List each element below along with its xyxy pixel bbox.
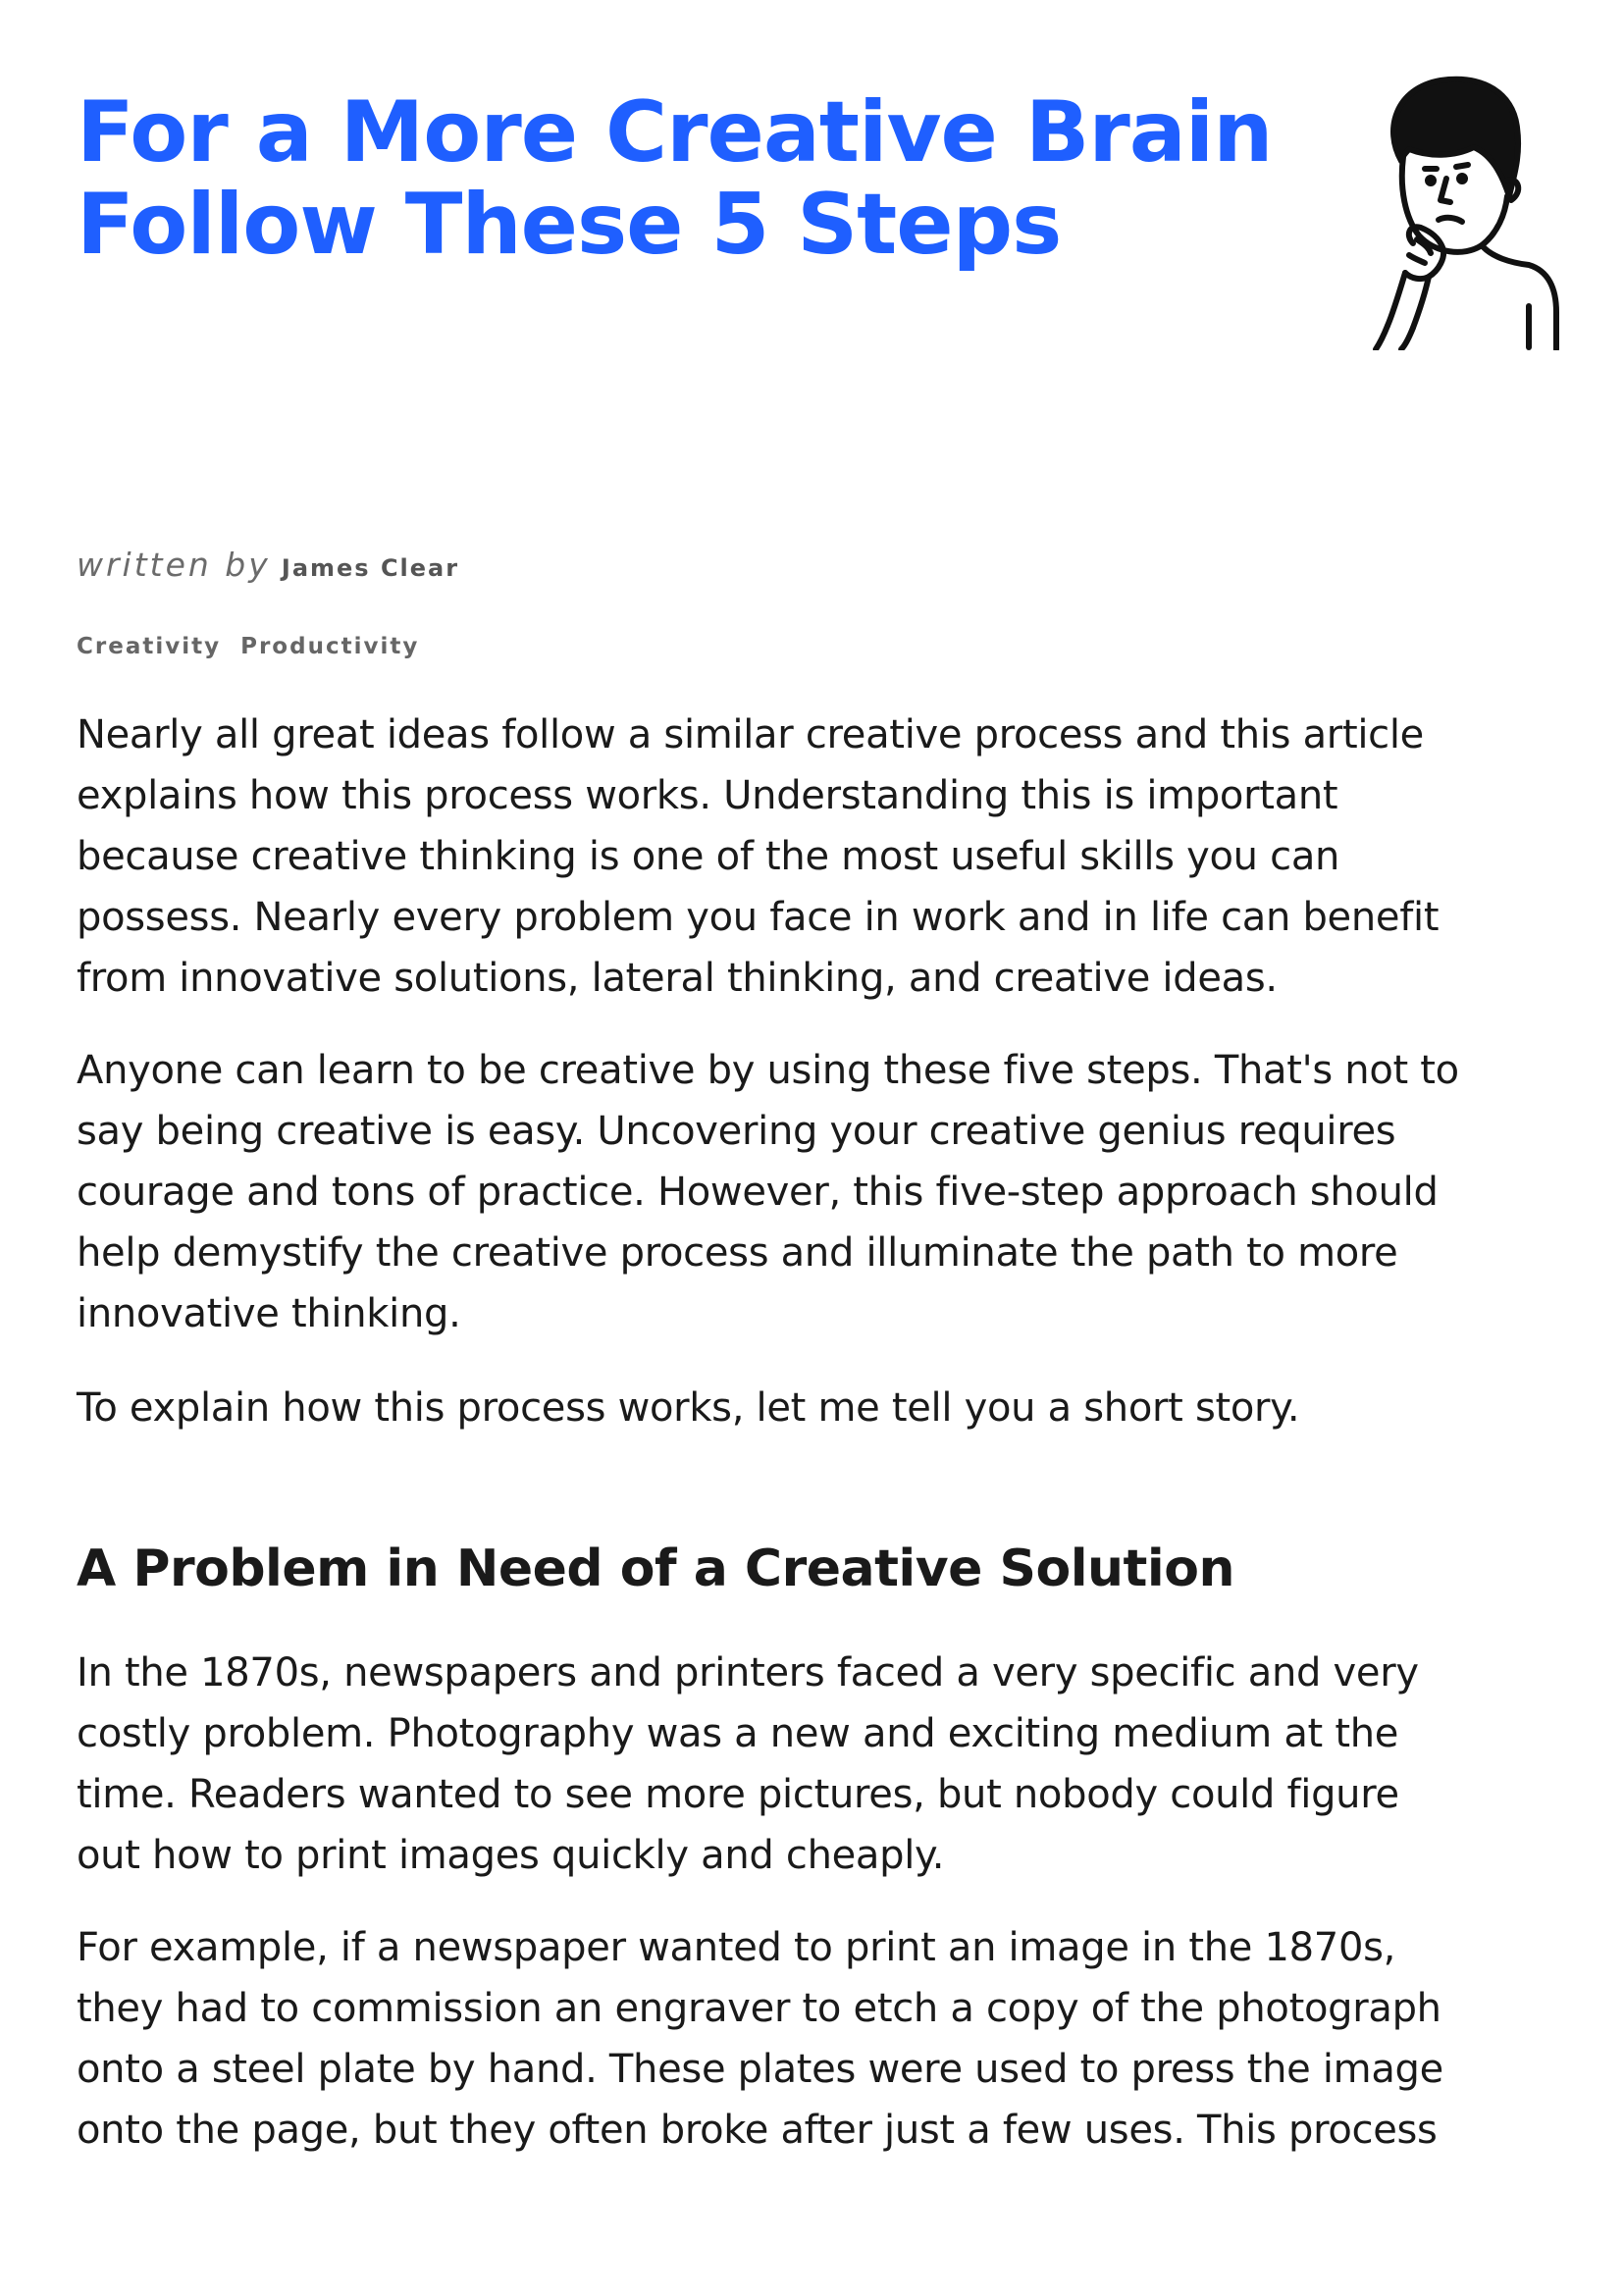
paragraph-line: time. Readers wanted to see more pictures, but nobody could figure [77, 1772, 1399, 1817]
paragraph-line: say being creative is easy. Uncovering your creative genius requires [77, 1109, 1396, 1154]
paragraph-line: To explain how this process works, let me tell you a short story. [77, 1385, 1300, 1431]
paragraph-line: out how to print images quickly and cheaply. [77, 1833, 945, 1878]
byline [77, 546, 459, 584]
tag-link[interactable]: Productivity [240, 634, 420, 659]
paragraph-line: courage and tons of practice. However, this five-step approach should [77, 1170, 1439, 1215]
article-title-line: For a More Creative Brain [77, 83, 1273, 182]
section-heading: A Problem in Need of a Creative Solution [77, 1539, 1234, 1598]
article-title [77, 83, 1273, 274]
paragraph-line: For example, if a newspaper wanted to print an image in the 1870s, [77, 1925, 1396, 1970]
author-name[interactable]: James Clear [281, 554, 460, 582]
paragraph-line: innovative thinking. [77, 1291, 461, 1336]
paragraph-line: they had to commission an engraver to etch a copy of the photograph [77, 1986, 1441, 2031]
paragraph-line: because creative thinking is one of the most useful skills you can [77, 834, 1340, 879]
paragraph-line: from innovative solutions, lateral thinking, and creative ideas. [77, 956, 1278, 1001]
section-paragraph [77, 1917, 1548, 2161]
article-title-line: Follow These 5 Steps [77, 176, 1062, 274]
thinking-person-illustration [1344, 71, 1560, 350]
paragraph-line: Nearly all great ideas follow a similar creative process and this article [77, 712, 1424, 757]
paragraph-line: Anyone can learn to be creative by using these five steps. That's not to [77, 1048, 1459, 1093]
paragraph-line: possess. Nearly every problem you face in work and in life can benefit [77, 895, 1440, 940]
paragraph-line: onto the page, but they often broke after just a few uses. This process [77, 2108, 1438, 2153]
byline-prefix: written by [77, 546, 271, 584]
tag-list [77, 634, 419, 659]
paragraph-line: help demystify the creative process and illuminate the path to more [77, 1230, 1398, 1276]
intro-paragraph [77, 704, 1548, 1009]
paragraph-line: In the 1870s, newspapers and printers faced a very specific and very [77, 1650, 1419, 1695]
paragraph-line: onto a steel plate by hand. These plates were used to press the image [77, 2047, 1443, 2092]
section-paragraph [77, 1643, 1548, 1886]
paragraph-line: costly problem. Photography was a new and exciting medium at the [77, 1711, 1399, 1756]
intro-paragraph [77, 1040, 1548, 1344]
tag-link[interactable]: Creativity [77, 634, 222, 659]
paragraph-line: explains how this process works. Understanding this is important [77, 773, 1338, 818]
intro-paragraph [77, 1378, 1548, 1438]
